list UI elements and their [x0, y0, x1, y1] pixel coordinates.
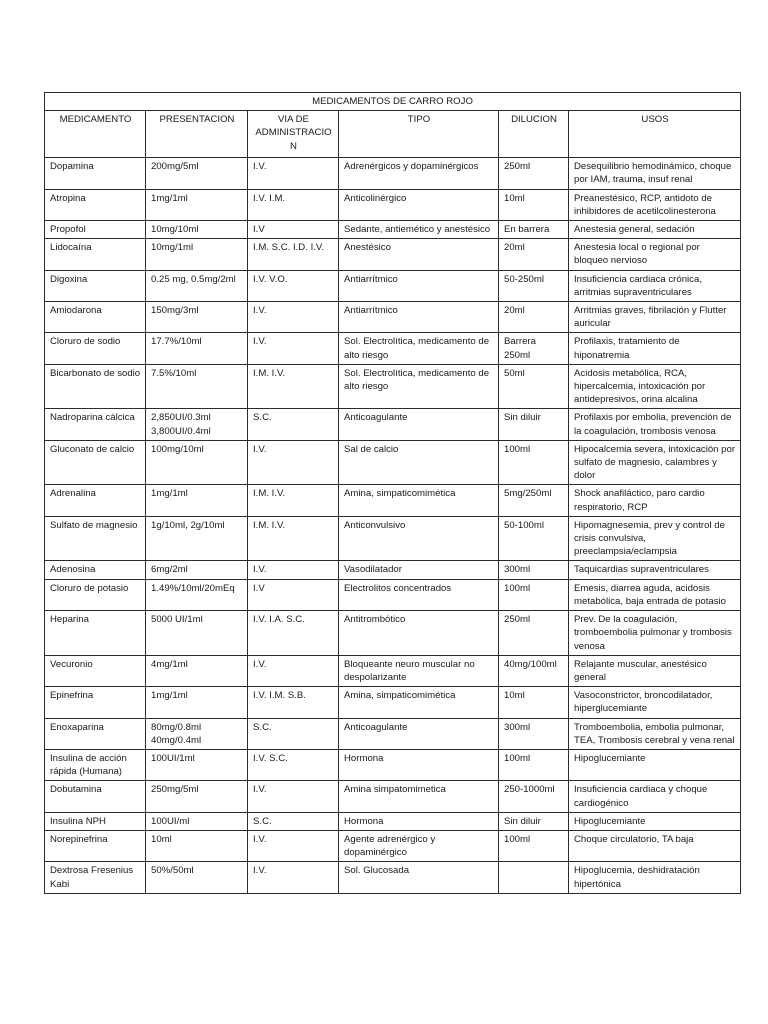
cell-medicamento: Insulina de acción rápida (Humana) — [45, 749, 146, 780]
table-row — [45, 561, 741, 579]
cell-medicamento: Adenosina — [45, 561, 146, 579]
cell-dilucion: Sin diluir — [499, 812, 569, 830]
table-row — [45, 687, 741, 718]
cell-dilucion: 250ml — [499, 611, 569, 656]
cell-medicamento: Atropina — [45, 189, 146, 220]
column-header-medicamento: MEDICAMENTO — [45, 111, 146, 158]
cell-presentacion: 1mg/1ml — [146, 687, 248, 718]
cell-via: I.V. — [248, 302, 339, 333]
cell-tipo: Anticonvulsivo — [339, 516, 499, 561]
table-body — [45, 158, 741, 894]
table-row — [45, 239, 741, 270]
cell-medicamento: Dobutamina — [45, 781, 146, 812]
table-row — [45, 485, 741, 516]
cell-dilucion: 50-250ml — [499, 270, 569, 301]
table-row — [45, 830, 741, 861]
cell-tipo: Agente adrenérgico y dopaminérgico — [339, 830, 499, 861]
cell-presentacion: 100UI/ml — [146, 812, 248, 830]
table-title: MEDICAMENTOS DE CARRO ROJO — [45, 93, 741, 111]
table-row — [45, 781, 741, 812]
cell-presentacion: 50%/50ml — [146, 862, 248, 893]
cell-usos: Arritmias graves, fibrilación y Flutter auricular — [569, 302, 741, 333]
cell-dilucion: 100ml — [499, 440, 569, 485]
cell-usos: Desequilibrio hemodinámico, choque por IAM, trauma, insuf renal — [569, 158, 741, 189]
cell-via: I.V. — [248, 781, 339, 812]
column-header-tipo: TIPO — [339, 111, 499, 158]
cell-presentacion: 1g/10ml, 2g/10ml — [146, 516, 248, 561]
cell-via: I.M. I.V. — [248, 364, 339, 409]
cell-via: I.V. I.A. S.C. — [248, 611, 339, 656]
cell-medicamento: Gluconato de calcio — [45, 440, 146, 485]
cell-medicamento: Enoxaparina — [45, 718, 146, 749]
cell-usos: Anestesia local o regional por bloqueo nervioso — [569, 239, 741, 270]
cell-presentacion: 10mg/10ml — [146, 221, 248, 239]
cell-usos: Relajante muscular, anestésico general — [569, 655, 741, 686]
table-row — [45, 579, 741, 610]
cell-dilucion: 10ml — [499, 687, 569, 718]
cell-via: I.M. S.C. I.D. I.V. — [248, 239, 339, 270]
cell-dilucion: 100ml — [499, 749, 569, 780]
table-row — [45, 718, 741, 749]
cell-medicamento: Vecuronio — [45, 655, 146, 686]
column-header-via: VIA DE ADMINISTRACIO N — [248, 111, 339, 158]
cell-via: I.V. I.M. S.B. — [248, 687, 339, 718]
cell-usos: Anestesia general, sedación — [569, 221, 741, 239]
cell-usos: Hipoglucemia, deshidratación hipertónica — [569, 862, 741, 893]
column-header-dilucion: DILUCION — [499, 111, 569, 158]
cell-medicamento: Sulfato de magnesio — [45, 516, 146, 561]
cell-dilucion: 300ml — [499, 718, 569, 749]
cell-tipo: Amina, simpaticomimética — [339, 687, 499, 718]
table-row — [45, 158, 741, 189]
cell-via: I.V. — [248, 862, 339, 893]
cell-medicamento: Insulina NPH — [45, 812, 146, 830]
cell-tipo: Electrolitos concentrados — [339, 579, 499, 610]
cell-tipo: Antiarrítmico — [339, 270, 499, 301]
cell-dilucion: Sin diluir — [499, 409, 569, 440]
table-row — [45, 409, 741, 440]
cell-tipo: Anticoagulante — [339, 409, 499, 440]
cell-presentacion: 17.7%/10ml — [146, 333, 248, 364]
cell-tipo: Anticoagulante — [339, 718, 499, 749]
table-row — [45, 189, 741, 220]
cell-via: I.V — [248, 579, 339, 610]
cell-medicamento: Heparina — [45, 611, 146, 656]
cell-medicamento: Digoxina — [45, 270, 146, 301]
cell-dilucion: En barrera — [499, 221, 569, 239]
cell-usos: Choque circulatorio, TA baja — [569, 830, 741, 861]
cell-via: I.V. I.M. — [248, 189, 339, 220]
table-row — [45, 270, 741, 301]
cell-tipo: Hormona — [339, 812, 499, 830]
cell-dilucion: 20ml — [499, 302, 569, 333]
cell-medicamento: Dextrosa Fresenius Kabi — [45, 862, 146, 893]
header-row — [45, 111, 741, 158]
cell-via: I.V. — [248, 655, 339, 686]
column-header-usos: USOS — [569, 111, 741, 158]
cell-tipo: Anestésico — [339, 239, 499, 270]
cell-dilucion: 300ml — [499, 561, 569, 579]
cell-dilucion: 20ml — [499, 239, 569, 270]
cell-via: S.C. — [248, 718, 339, 749]
cell-via: I.V — [248, 221, 339, 239]
cell-via: S.C. — [248, 409, 339, 440]
cell-tipo: Antitrombótico — [339, 611, 499, 656]
cell-medicamento: Norepinefrina — [45, 830, 146, 861]
cell-tipo: Amina simpatomimetica — [339, 781, 499, 812]
cell-medicamento: Cloruro de potasio — [45, 579, 146, 610]
cell-usos: Preanestésico, RCP, antidoto de inhibidores de acetilcolinesterona — [569, 189, 741, 220]
cell-medicamento: Dopamina — [45, 158, 146, 189]
cell-usos: Emesis, diarrea aguda, acidosis metabólica, baja entrada de potasio — [569, 579, 741, 610]
cell-tipo: Vasodilatador — [339, 561, 499, 579]
cell-dilucion: 50ml — [499, 364, 569, 409]
cell-presentacion: 200mg/5ml — [146, 158, 248, 189]
cell-presentacion: 1mg/1ml — [146, 485, 248, 516]
cell-tipo: Sal de calcio — [339, 440, 499, 485]
cell-dilucion — [499, 862, 569, 893]
cell-usos: Hipomagnesemia, prev y control de crisis convulsiva, preeclampsia/eclampsia — [569, 516, 741, 561]
cell-medicamento: Propofol — [45, 221, 146, 239]
cell-presentacion: 100UI/1ml — [146, 749, 248, 780]
cell-dilucion: 250ml — [499, 158, 569, 189]
cell-usos: Hipoglucemiante — [569, 749, 741, 780]
cell-usos: Taquicardias supraventriculares — [569, 561, 741, 579]
cell-via: S.C. — [248, 812, 339, 830]
cell-presentacion: 0.25 mg, 0.5mg/2ml — [146, 270, 248, 301]
table-row — [45, 516, 741, 561]
cell-presentacion: 80mg/0.8ml 40mg/0.4ml — [146, 718, 248, 749]
table-row — [45, 862, 741, 893]
cell-presentacion: 6mg/2ml — [146, 561, 248, 579]
cell-presentacion: 7.5%/10ml — [146, 364, 248, 409]
cell-via: I.V. — [248, 830, 339, 861]
cell-tipo: Sol. Electrolítica, medicamento de alto riesgo — [339, 333, 499, 364]
cell-dilucion: Barrera 250ml — [499, 333, 569, 364]
cell-dilucion: 250-1000ml — [499, 781, 569, 812]
cell-usos: Hipoglucemiante — [569, 812, 741, 830]
cell-tipo: Hormona — [339, 749, 499, 780]
cell-via: I.M. I.V. — [248, 485, 339, 516]
cell-usos: Profilaxis, tratamiento de hiponatremia — [569, 333, 741, 364]
cell-medicamento: Amiodarona — [45, 302, 146, 333]
cell-dilucion: 50-100ml — [499, 516, 569, 561]
table-row — [45, 611, 741, 656]
table-row — [45, 655, 741, 686]
cell-medicamento: Cloruro de sodio — [45, 333, 146, 364]
cell-via: I.V. — [248, 440, 339, 485]
medication-table — [44, 92, 741, 894]
table-row — [45, 364, 741, 409]
cell-dilucion: 100ml — [499, 579, 569, 610]
table-row — [45, 749, 741, 780]
cell-medicamento: Lidocaína — [45, 239, 146, 270]
cell-presentacion: 2,850UI/0.3ml 3,800UI/0.4ml — [146, 409, 248, 440]
cell-presentacion: 4mg/1ml — [146, 655, 248, 686]
cell-usos: Profilaxis por embolia, prevención de la coagulación, trombosis venosa — [569, 409, 741, 440]
cell-via: I.M. I.V. — [248, 516, 339, 561]
cell-via: I.V. V.O. — [248, 270, 339, 301]
cell-dilucion: 40mg/100ml — [499, 655, 569, 686]
cell-usos: Tromboembolia, embolia pulmonar, TEA, Trombosis cerebral y vena renal — [569, 718, 741, 749]
table-row — [45, 221, 741, 239]
cell-presentacion: 10mg/1ml — [146, 239, 248, 270]
cell-tipo: Sol. Glucosada — [339, 862, 499, 893]
table-row — [45, 440, 741, 485]
cell-dilucion: 100ml — [499, 830, 569, 861]
table-row — [45, 333, 741, 364]
cell-via: I.V. — [248, 561, 339, 579]
cell-usos: Insuficiencia cardiaca crónica, arritmias supraventriculares — [569, 270, 741, 301]
cell-usos: Shock anafiláctico, paro cardio respiratorio, RCP — [569, 485, 741, 516]
cell-medicamento: Nadroparina cálcica — [45, 409, 146, 440]
cell-usos: Insuficiencia cardiaca y choque cardiogénico — [569, 781, 741, 812]
table-row — [45, 302, 741, 333]
cell-presentacion: 5000 UI/1ml — [146, 611, 248, 656]
cell-dilucion: 10ml — [499, 189, 569, 220]
cell-presentacion: 250mg/5ml — [146, 781, 248, 812]
cell-medicamento: Adrenalina — [45, 485, 146, 516]
cell-tipo: Anticolinérgico — [339, 189, 499, 220]
cell-usos: Hipocalcemia severa, intoxicación por sulfato de magnesio, calambres y dolor — [569, 440, 741, 485]
cell-presentacion: 1mg/1ml — [146, 189, 248, 220]
cell-medicamento: Bicarbonato de sodio — [45, 364, 146, 409]
cell-tipo: Sedante, antiemético y anestésico — [339, 221, 499, 239]
column-header-presentacion: PRESENTACION — [146, 111, 248, 158]
cell-presentacion: 100mg/10ml — [146, 440, 248, 485]
cell-usos: Acidosis metabólica, RCA, hipercalcemia, intoxicación por antidepresivos, orina alcalina — [569, 364, 741, 409]
cell-via: I.V. — [248, 333, 339, 364]
cell-tipo: Antiarrítmico — [339, 302, 499, 333]
cell-tipo: Bloqueante neuro muscular no despolarizante — [339, 655, 499, 686]
cell-dilucion: 5mg/250ml — [499, 485, 569, 516]
cell-tipo: Adrenérgicos y dopaminérgicos — [339, 158, 499, 189]
cell-medicamento: Epinefrina — [45, 687, 146, 718]
cell-usos: Prev. De la coagulación, tromboembolia pulmonar y trombosis venosa — [569, 611, 741, 656]
cell-presentacion: 10ml — [146, 830, 248, 861]
cell-via: I.V. — [248, 158, 339, 189]
cell-presentacion: 150mg/3ml — [146, 302, 248, 333]
cell-presentacion: 1.49%/10ml/20mEq — [146, 579, 248, 610]
table-row — [45, 812, 741, 830]
cell-tipo: Amina, simpaticomimética — [339, 485, 499, 516]
cell-tipo: Sol. Electrolítica, medicamento de alto riesgo — [339, 364, 499, 409]
cell-usos: Vasoconstrictor, broncodilatador, hiperglucemiante — [569, 687, 741, 718]
cell-via: I.V. S.C. — [248, 749, 339, 780]
